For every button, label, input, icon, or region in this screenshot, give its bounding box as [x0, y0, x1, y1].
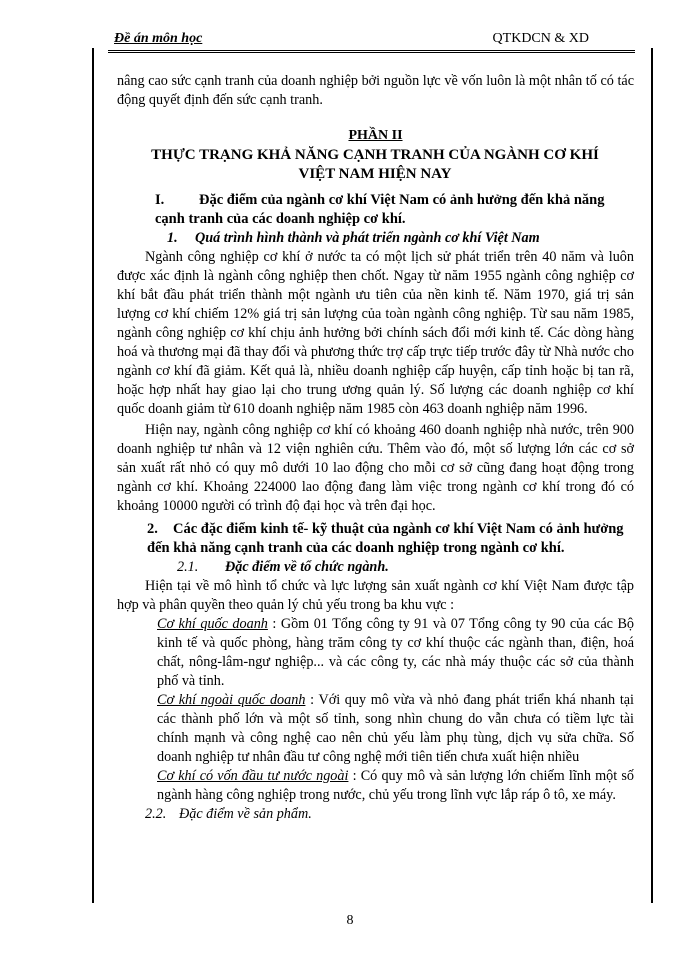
sub-2-2-heading [117, 805, 634, 824]
header-right: QTKDCN & XD [492, 31, 589, 46]
sub-2-2-title: Đặc điểm về sản phẩm. [179, 806, 312, 822]
section-1-title [117, 191, 634, 229]
paragraph-1: Ngành công nghiệp cơ khí ở nước ta có một lịch sử phát triển trên 40 năm và luôn được xác định là ngành công nghiệp then chốt. Ngay từ năm 1955 ngành công nghiệp cơ khí bắt đầu phát triển thành một ngành ưu tiên của nền kinh tế. Năm 1970, giá trị sản lượng cơ khí chiếm 12% giá trị sản lượng của toàn ngành công nghiệp. Từ sau năm 1985, ngành công nghiệp cơ khí chịu ảnh hưởng bởi chính sách đổi mới kinh tế. Các dòng hàng hoá và thương mại đã thay đổi và phương thức trợ cấp trực tiếp trước đây từ Nhà nước cho ngành cơ khí đã giảm. Kết quả là, nhiều doanh nghiệp cấp huyện, cấp tỉnh hoặc bị tan rã, hoặc hợp nhất hay giao lại cho trung ương quản lý. Số lượng các doanh nghiệp cơ khí quốc doanh giảm từ 610 doanh nghiệp năm 1985 còn 463 doanh nghiệp năm 1996. [117, 249, 634, 417]
paragraph-2: Hiện nay, ngành công nghiệp cơ khí có khoảng 460 doanh nghiệp nhà nước, trên 900 doanh nghiệp tư nhân và 12 viện nghiên cứu. Thêm vào đó, một số lượng lớn các cơ sở sản xuất rất nhỏ có quy mô dưới 10 lao động cho mỗi cơ sở cũng đang hoạt động trong ngành cơ khí. Khoảng 224000 lao động đang làm việc trong ngành cơ khí trong đó có khoảng 10000 người có trình độ đại học và trên đại học. [117, 422, 634, 514]
intro-paragraph: nâng cao sức cạnh tranh của doanh nghiệp bởi nguồn lực về vốn luôn là một nhân tố có tác động quyết định đến sức cạnh tranh. [117, 73, 634, 108]
sub-2-heading [117, 520, 634, 558]
sub-2-1-heading [117, 558, 634, 577]
sector-private-text: : Với quy mô vừa và nhỏ đang phát triển khá nhanh tại các thành phố lớn và một số tỉnh, song nhìn chung do vẫn chưa có tiềm lực tài chính mạnh và công nghệ cao nên chủ yếu làm phụ tùng, dịch vụ sửa chữa. Số doanh nghiệp tư nhân đầu tư công nghệ mới tiên tiến chưa xuất hiện nhiều [157, 692, 634, 765]
sector-state-owned-text: : Gồm 01 Tổng công ty 91 và 07 Tổng công ty 90 của các Bộ kinh tế và quốc phòng, hàng trăm công ty cơ khí thuộc các ngành than, điện, hoá chất, nông-lâm-ngư nghiệp... và các công ty, các nhà máy thuộc các sở của thành phố và tỉnh. [157, 616, 635, 689]
page-number: 8 [346, 913, 354, 928]
page-header [108, 30, 635, 53]
intro-block [117, 72, 634, 110]
page-border-left [92, 48, 94, 903]
sub-1-number: 1. [167, 230, 178, 246]
sub-1-title: Quá trình hình thành và phát triển ngành cơ khí Việt Nam [195, 230, 540, 246]
paragraph-3: Hiện tại về mô hình tổ chức và lực lượng sản xuất ngành cơ khí Việt Nam được tập hợp và phân quyền theo quản lý chủ yếu trong ba khu vực : [117, 578, 634, 613]
sector-state-owned-label: Cơ khí quốc doanh [157, 616, 268, 632]
section-1-heading [117, 191, 634, 229]
part-label: PHẦN II [348, 128, 403, 143]
sector-foreign [117, 767, 634, 805]
part-title: THỰC TRẠNG KHẢ NĂNG CẠNH TRANH CỦA NGÀNH CƠ KHÍ VIỆT NAM HIỆN NAY [151, 147, 599, 182]
sector-state-owned [117, 615, 634, 691]
sub-1-heading [117, 229, 634, 248]
sector-foreign-text: : Có quy mô và sản lượng lớn chiếm lĩnh một số ngành hàng công nghiệp trong nước, chủ yếu trong lĩnh vực lắp ráp ô tô, xe máy. [157, 768, 634, 803]
page-border-right [651, 48, 653, 903]
sub-2-number: 2. [147, 521, 158, 537]
sub-2-1-title: Đặc điểm về tổ chức ngành. [225, 559, 389, 575]
sub-2-2-number: 2.2. [145, 806, 167, 822]
sub-2-1-number: 2.1. [177, 559, 199, 575]
sector-private [117, 691, 634, 767]
header-left: Đề án môn học [114, 31, 203, 46]
sector-private-label: Cơ khí ngoài quốc doanh [157, 692, 306, 708]
main-content [117, 229, 634, 824]
sector-foreign-label: Cơ khí có vốn đầu tư nước ngoài [157, 768, 349, 784]
section-1-number: I. [155, 192, 165, 208]
sub-2-title: Các đặc điểm kinh tế- kỹ thuật của ngành cơ khí Việt Nam có ảnh hưởng đến khả năng cạnh tranh của các doanh nghiệp trong ngành cơ khí. [147, 521, 624, 556]
section-1-text: Đặc điểm của ngành cơ khí Việt Nam có ảnh hưởng đến khả năng cạnh tranh của các doanh nghiệp cơ khí. [155, 192, 605, 227]
